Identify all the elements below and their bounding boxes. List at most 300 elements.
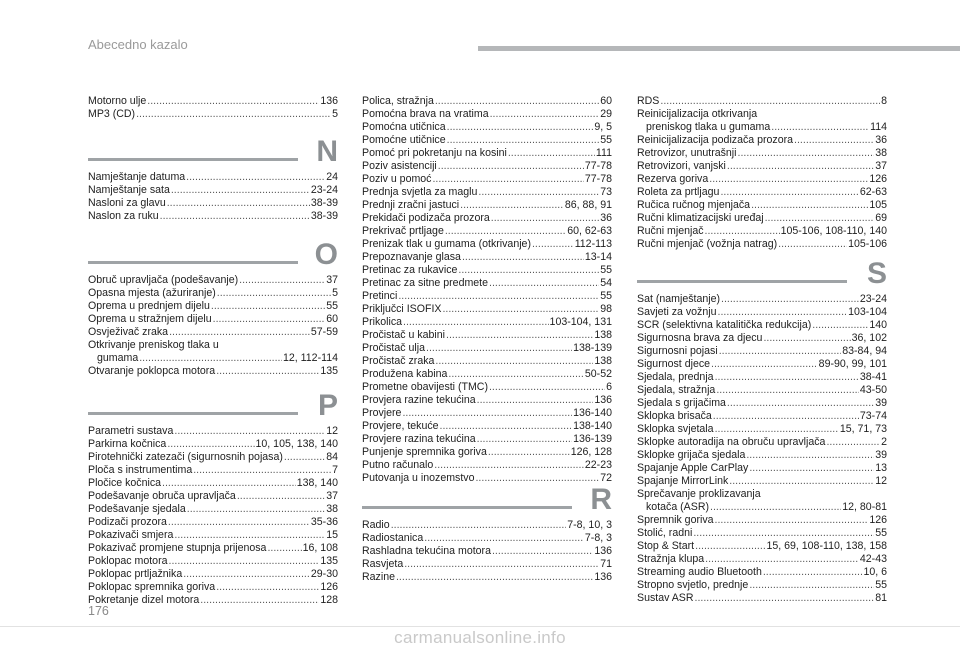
- dot-leader: [162, 477, 296, 490]
- entry-term: Parametri sustava: [88, 425, 174, 437]
- entry-term: Prenizak tlak u gumama (otkrivanje): [362, 238, 531, 250]
- entry-term: Sustav ASR: [637, 592, 694, 604]
- entry-pages: 10, 105, 138, 140: [255, 438, 338, 450]
- entry-term: Ručni klimatizacijski uređaj: [637, 212, 764, 224]
- dot-leader: [716, 384, 859, 397]
- index-entry: [637, 319, 887, 332]
- entry-term: Rezerva goriva: [637, 173, 709, 185]
- entry-pages: 13-14: [584, 251, 612, 263]
- entry-pages: 5: [332, 108, 338, 120]
- entry-pages: 114: [870, 121, 887, 133]
- dot-leader: [391, 519, 567, 532]
- index-group: [88, 95, 338, 121]
- dot-leader: [434, 459, 584, 472]
- dot-leader: [477, 433, 572, 446]
- entry-pages: 12: [326, 425, 338, 437]
- index-entry: [88, 451, 338, 464]
- dot-leader: [532, 238, 574, 251]
- entry-pages: 55: [326, 300, 338, 312]
- dot-leader: [778, 238, 847, 251]
- dot-leader: [147, 95, 319, 108]
- dot-leader: [183, 568, 310, 581]
- index-entry: [362, 446, 612, 459]
- entry-term: Stolić, radni: [637, 527, 693, 539]
- dot-leader: [751, 199, 868, 212]
- index-entry: [637, 134, 887, 147]
- entry-pages: 105-106: [848, 238, 887, 250]
- entry-pages: 55: [600, 134, 612, 146]
- entry-pages: 7: [332, 464, 338, 476]
- entry-term: Poziv asistenciji: [362, 160, 437, 172]
- entry-term: Obruč upravljača (podešavanje): [88, 274, 239, 286]
- entry-pages: 136: [594, 571, 612, 583]
- index-entry: [362, 225, 612, 238]
- index-entry: [362, 545, 612, 558]
- entry-pages: 36, 102: [851, 332, 887, 344]
- index-entry: [637, 306, 887, 319]
- entry-term: Prometne obavijesti (TMC): [362, 381, 488, 393]
- dot-leader: [765, 212, 875, 225]
- index-entry: [362, 212, 612, 225]
- entry-pages: 12: [875, 475, 887, 487]
- header-bar: [478, 46, 960, 51]
- entry-pages: 111: [595, 147, 612, 159]
- dot-leader: [200, 594, 319, 607]
- dot-leader: [478, 186, 599, 199]
- entry-pages: 15, 71, 73: [839, 423, 887, 435]
- entry-pages: 126: [320, 581, 338, 593]
- index-entry: [637, 501, 887, 514]
- index-entry: [88, 95, 338, 108]
- dot-leader: [763, 566, 863, 579]
- dot-leader: [139, 352, 282, 365]
- entry-pages: 54: [600, 277, 612, 289]
- entry-pages: 138-140: [573, 420, 612, 432]
- index-entry: [637, 449, 887, 462]
- index-entry: [637, 238, 887, 251]
- letter-heading: [88, 135, 338, 171]
- entry-term: Namještanje datuma: [88, 171, 186, 183]
- entry-pages: 98: [600, 303, 612, 315]
- entry-pages: 29-30: [310, 568, 338, 580]
- entry-term: Savjeti za vožnju: [637, 306, 717, 318]
- entry-term: Radio: [362, 519, 390, 531]
- entry-term: Pokazivač promjene stupnja prijenosa: [88, 542, 267, 554]
- dot-leader: [709, 173, 868, 186]
- entry-pages: 77-78: [584, 173, 612, 185]
- index-entry: [362, 355, 612, 368]
- index-entry: [362, 459, 612, 472]
- entry-pages: 13: [875, 462, 887, 474]
- index-entry: [88, 594, 338, 607]
- entry-pages: 37: [326, 490, 338, 502]
- index-entry: [362, 519, 612, 532]
- entry-term: Provjera razine tekućina: [362, 394, 476, 406]
- entry-term: Provjere razina tekućina: [362, 433, 476, 445]
- entry-pages: 37: [875, 160, 887, 172]
- entry-pages: 12, 80-81: [842, 501, 887, 513]
- index-entry: [637, 384, 887, 397]
- entry-term: Polica, stražnja: [362, 95, 434, 107]
- dot-leader: [705, 553, 859, 566]
- entry-term: Pomoćna brava na vratima: [362, 108, 489, 120]
- entry-pages: 6: [606, 381, 612, 393]
- entry-term: Priključci ISOFIX: [362, 303, 442, 315]
- entry-pages: 55: [600, 290, 612, 302]
- entry-pages: 136: [594, 545, 612, 557]
- entry-term: Nasloni za glavu: [88, 197, 166, 209]
- entry-pages: 60: [600, 95, 612, 107]
- entry-pages: 71: [600, 558, 612, 570]
- entry-term: Parkirna kočnica: [88, 438, 167, 450]
- entry-pages: 36: [600, 212, 612, 224]
- entry-term: Sjedala, prednja: [637, 371, 714, 383]
- index-entry: [88, 352, 338, 365]
- dot-leader: [435, 355, 593, 368]
- entry-term: Pretinac za rukavice: [362, 264, 458, 276]
- dot-leader: [168, 516, 310, 529]
- index-entry: [362, 108, 612, 121]
- entry-term: Stop & Start: [637, 540, 695, 552]
- entry-term: preniskog tlaka u gumama: [646, 121, 771, 133]
- index-entry: [362, 420, 612, 433]
- entry-term: Reinicijalizacija otkrivanja: [637, 108, 758, 120]
- dot-leader: [404, 558, 599, 571]
- entry-pages: 15: [326, 529, 338, 541]
- entry-term: Produžena kabina: [362, 368, 448, 380]
- index-entry: [637, 514, 887, 527]
- entry-pages: 9, 5: [594, 121, 612, 133]
- dot-leader: [721, 293, 859, 306]
- index-entry: [362, 342, 612, 355]
- index-entry: [637, 212, 887, 225]
- entry-pages: 126, 128: [570, 446, 612, 458]
- entry-pages: 39: [875, 449, 887, 461]
- entry-pages: 38: [326, 503, 338, 515]
- index-entry: [637, 108, 887, 121]
- index-entry: [362, 251, 612, 264]
- index-group: [362, 95, 612, 485]
- entry-term: Sklopka brisača: [637, 410, 712, 422]
- entry-term: Pročistač u kabini: [362, 329, 446, 341]
- letter-heading: [88, 238, 338, 274]
- dot-leader: [771, 121, 869, 134]
- entry-pages: 84: [326, 451, 338, 463]
- letter-rule: [637, 280, 847, 283]
- letter-section-r: [362, 483, 612, 584]
- entry-pages: 60, 62-63: [567, 225, 612, 237]
- section-letter: N: [316, 135, 338, 168]
- index-entry: [88, 581, 338, 594]
- dot-leader: [167, 438, 254, 451]
- entry-term: Spajanje MirrorLink: [637, 475, 729, 487]
- dot-leader: [216, 581, 319, 594]
- entry-term: Prednji zračni jastuci: [362, 199, 460, 211]
- index-entry: [88, 490, 338, 503]
- dot-leader: [715, 514, 869, 527]
- entry-pages: 138, 140: [296, 477, 338, 489]
- index-entry: [362, 199, 612, 212]
- dot-leader: [460, 199, 564, 212]
- entry-term: gumama: [97, 352, 139, 364]
- entry-term: Sat (namještanje): [637, 293, 721, 305]
- dot-leader: [718, 306, 848, 319]
- entry-pages: 10, 6: [863, 566, 887, 578]
- dot-leader: [186, 171, 325, 184]
- dot-leader: [477, 394, 594, 407]
- entry-term: Provjere: [362, 407, 402, 419]
- dot-leader: [440, 420, 573, 433]
- entry-pages: 38: [875, 147, 887, 159]
- entry-pages: 15, 69, 108-110, 138, 158: [766, 540, 887, 552]
- entry-term: Rashladna tekućina motora: [362, 545, 491, 557]
- entry-pages: 50-52: [584, 368, 612, 380]
- index-entry: [637, 579, 887, 592]
- entry-pages: 126: [869, 514, 887, 526]
- entry-pages: 77-78: [584, 160, 612, 172]
- entry-term: Prepoznavanje glasa: [362, 251, 461, 263]
- entry-pages: 38-39: [310, 197, 338, 209]
- index-entry: [362, 147, 612, 160]
- dot-leader: [174, 425, 325, 438]
- entry-term: Pirotehnički zatezači (sigurnosnih pojasa): [88, 451, 283, 463]
- index-entry: [637, 121, 887, 134]
- dot-leader: [136, 108, 331, 121]
- entry-term: Sprečavanje proklizavanja: [637, 488, 761, 500]
- dot-leader: [693, 527, 874, 540]
- index-entry: [88, 274, 338, 287]
- index-entry: [362, 238, 612, 251]
- index-entry: [637, 160, 887, 173]
- dot-leader: [490, 108, 600, 121]
- dot-leader: [442, 303, 599, 316]
- entry-pages: 138-139: [573, 342, 612, 354]
- index-entry: [362, 316, 612, 329]
- dot-leader: [462, 251, 584, 264]
- watermark: carmanualsonline.info: [394, 628, 566, 647]
- entry-term: Putovanja u inozemstvo: [362, 472, 475, 484]
- dot-leader: [458, 264, 599, 277]
- entry-term: Rasvjeta: [362, 558, 404, 570]
- entry-term: Ručni mjenjač: [637, 225, 704, 237]
- dot-leader: [489, 277, 599, 290]
- dot-leader: [492, 545, 593, 558]
- entry-term: Prekrivač prtljage: [362, 225, 444, 237]
- entry-term: Putno računalo: [362, 459, 434, 471]
- entry-pages: 140: [869, 319, 887, 331]
- entry-term: Prednja svjetla za maglu: [362, 186, 478, 198]
- index-entry: [637, 462, 887, 475]
- index-entry: [362, 532, 612, 545]
- dot-leader: [174, 529, 325, 542]
- entry-term: Poklopac prtljažnika: [88, 568, 183, 580]
- dot-leader: [169, 326, 310, 339]
- entry-term: Opasna mjesta (ažuriranje): [88, 287, 216, 299]
- entry-pages: 55: [875, 579, 887, 591]
- footer-divider: [0, 626, 960, 627]
- index-entry: [637, 147, 887, 160]
- dot-leader: [660, 95, 880, 108]
- index-entry: [637, 358, 887, 371]
- index-entry: [362, 186, 612, 199]
- letter-section-o: [88, 238, 338, 378]
- entry-pages: 128: [320, 594, 338, 606]
- letter-rule: [88, 158, 298, 161]
- dot-leader: [171, 184, 310, 197]
- entry-term: Sigurnost djece: [637, 358, 711, 370]
- dot-leader: [489, 381, 605, 394]
- entry-term: Retrovizor, unutrašnji: [637, 147, 737, 159]
- index-entry: [88, 313, 338, 326]
- dot-leader: [267, 542, 301, 555]
- entry-term: Ploča s instrumentima: [88, 464, 193, 476]
- entry-term: Poziv u pomoć: [362, 173, 432, 185]
- dot-leader: [749, 579, 874, 592]
- index-entry: [637, 436, 887, 449]
- entry-pages: 73: [600, 186, 612, 198]
- index-entry: [362, 264, 612, 277]
- entry-term: Ručica ručnog mjenjača: [637, 199, 751, 211]
- entry-pages: 69: [875, 212, 887, 224]
- entry-term: Oprema u prednjem dijelu: [88, 300, 210, 312]
- index-entry: [362, 277, 612, 290]
- index-entry: [637, 475, 887, 488]
- letter-rule: [88, 261, 298, 264]
- dot-leader: [763, 332, 850, 345]
- entry-term: Sklopka svjetala: [637, 423, 714, 435]
- dot-leader: [719, 345, 842, 358]
- index-entry: [362, 160, 612, 173]
- index-entry: [362, 329, 612, 342]
- index-entry: [88, 503, 338, 516]
- index-entry: [637, 553, 887, 566]
- entry-term: Prekidači podizača prozora: [362, 212, 490, 224]
- dot-leader: [738, 147, 875, 160]
- dot-leader: [695, 540, 765, 553]
- index-entry: [362, 368, 612, 381]
- index-entry: [637, 410, 887, 423]
- entry-pages: 105-106, 108-110, 140: [780, 225, 887, 237]
- dot-leader: [729, 475, 874, 488]
- entry-term: Poklopac spremnika goriva: [88, 581, 216, 593]
- entry-term: Streaming audio Bluetooth: [637, 566, 762, 578]
- dot-leader: [695, 592, 875, 605]
- index-entry: [362, 571, 612, 584]
- index-entry: [362, 303, 612, 316]
- index-entry: [362, 95, 612, 108]
- index-group: [637, 95, 887, 251]
- entry-term: Pročistač zraka: [362, 355, 435, 367]
- index-entry: [88, 516, 338, 529]
- entry-term: Pretinac za sitne predmete: [362, 277, 489, 289]
- dot-leader: [749, 462, 874, 475]
- entry-pages: 36: [875, 134, 887, 146]
- index-entry: [362, 134, 612, 147]
- entry-pages: 29: [600, 108, 612, 120]
- entry-term: Pretinci: [362, 290, 398, 302]
- entry-term: Otkrivanje preniskog tlaka u: [88, 339, 219, 351]
- index-entry: [88, 542, 338, 555]
- entry-pages: 7-8, 3: [584, 532, 612, 544]
- index-entry: [362, 407, 612, 420]
- entry-term: SCR (selektivna katalitička redukcija): [637, 319, 812, 331]
- dot-leader: [715, 371, 859, 384]
- entry-term: Pomoć pri pokretanju na kosini: [362, 147, 507, 159]
- dot-leader: [402, 407, 572, 420]
- dot-leader: [237, 490, 325, 503]
- letter-rule: [88, 412, 298, 415]
- section-title: Abecedno kazalo: [88, 37, 188, 52]
- entry-term: Radiostanica: [362, 532, 424, 544]
- letter-rule: [362, 506, 572, 509]
- entry-term: Spajanje Apple CarPlay: [637, 462, 749, 474]
- entry-term: Pomoćna utičnica: [362, 121, 446, 133]
- entry-term: Pročistač ulja: [362, 342, 425, 354]
- dot-leader: [794, 134, 874, 147]
- entry-term: Pokazivači smjera: [88, 529, 174, 541]
- dot-leader: [432, 173, 583, 186]
- index-entry: [362, 173, 612, 186]
- index-entry: [637, 199, 887, 212]
- index-entry: [637, 397, 887, 410]
- entry-pages: 23-24: [859, 293, 887, 305]
- dot-leader: [167, 197, 310, 210]
- entry-term: Podešavanje obruča upravljača: [88, 490, 236, 502]
- dot-leader: [713, 410, 859, 423]
- entry-pages: 42-43: [859, 553, 887, 565]
- index-entry: [88, 197, 338, 210]
- section-letter: O: [314, 238, 338, 271]
- entry-pages: 135: [320, 555, 338, 567]
- dot-leader: [710, 501, 841, 514]
- entry-pages: 86, 88, 91: [564, 199, 612, 211]
- dot-leader: [746, 449, 874, 462]
- letter-heading: [88, 389, 338, 425]
- entry-term: Sjedala s grijačima: [637, 397, 726, 409]
- index-entry: [88, 287, 338, 300]
- letter-section-n: [88, 135, 338, 223]
- dot-leader: [396, 571, 593, 584]
- dot-leader: [447, 121, 594, 134]
- index-entry: [88, 108, 338, 121]
- dot-leader: [424, 532, 584, 545]
- entry-term: Prikolica: [362, 316, 403, 328]
- entry-pages: 55: [600, 264, 612, 276]
- entry-term: Sklopke grijača sjedala: [637, 449, 746, 461]
- entry-term: Sigurnosna brava za djecu: [637, 332, 763, 344]
- entry-pages: 38-41: [859, 371, 887, 383]
- entry-pages: 12, 112-114: [283, 352, 338, 364]
- dot-leader: [720, 186, 858, 199]
- entry-pages: 57-59: [310, 326, 338, 338]
- index-entry: [637, 95, 887, 108]
- dot-leader: [398, 290, 599, 303]
- dot-leader: [216, 365, 319, 378]
- dot-leader: [193, 464, 331, 477]
- entry-term: kotača (ASR): [646, 501, 709, 513]
- entry-pages: 43-50: [859, 384, 887, 396]
- entry-pages: 35-36: [310, 516, 338, 528]
- dot-leader: [812, 319, 868, 332]
- entry-pages: 60: [326, 313, 338, 325]
- entry-term: RDS: [637, 95, 660, 107]
- entry-pages: 8: [881, 95, 887, 107]
- entry-pages: 16, 108: [302, 542, 338, 554]
- entry-term: Retrovizori, vanjski: [637, 160, 726, 172]
- letter-section-s: [637, 257, 887, 605]
- index-entry: [637, 488, 887, 501]
- dot-leader: [426, 342, 572, 355]
